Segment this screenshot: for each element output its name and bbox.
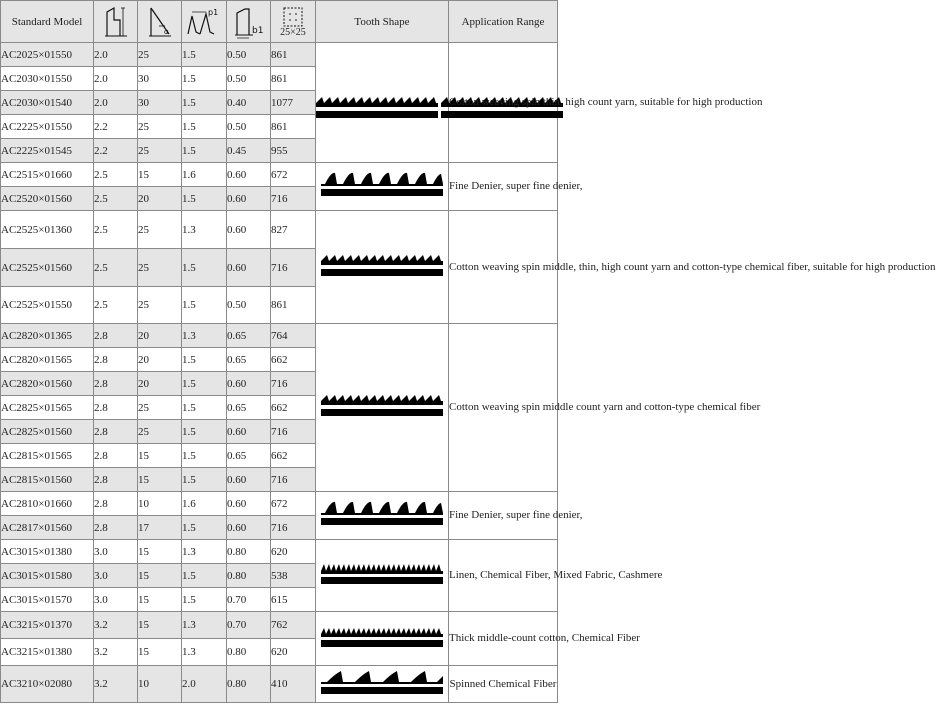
tooth-height-cell: 2.8: [94, 444, 138, 468]
table-row: [1, 540, 558, 564]
tooth-height-cell: 2.5: [94, 211, 138, 249]
tooth-shape-cell: [316, 43, 449, 163]
tooth-height-cell: 2.8: [94, 324, 138, 348]
tooth-height-cell: 2.0: [94, 91, 138, 115]
point-density-cell: 662: [271, 348, 316, 372]
tooth-shape-cell: [316, 324, 449, 492]
svg-text:α: α: [163, 27, 169, 36]
fine-tooth-profile-icon: [321, 251, 443, 281]
model-cell: AC3015×01570: [1, 588, 94, 612]
model-cell: AC2820×01560: [1, 372, 94, 396]
point-density-cell: 861: [271, 115, 316, 139]
tooth-pitch-cell: 2.0: [182, 666, 227, 703]
tooth-height-cell: 3.0: [94, 540, 138, 564]
point-density-cell: 861: [271, 287, 316, 324]
point-density-cell: 615: [271, 588, 316, 612]
sample-square-label: 25×25: [280, 26, 306, 38]
table-row: [1, 324, 558, 348]
tooth-shape-cell: [316, 163, 449, 211]
tooth-pitch-cell: 1.5: [182, 43, 227, 67]
model-cell: AC3215×01380: [1, 639, 94, 666]
tooth-height-cell: 3.2: [94, 612, 138, 639]
point-density-cell: 762: [271, 612, 316, 639]
tooth-angle-cell: 30: [138, 67, 182, 91]
point-density-cell: 662: [271, 444, 316, 468]
tooth-pitch-cell: 1.5: [182, 249, 227, 287]
tooth-angle-cell: 25: [138, 115, 182, 139]
tooth-height-cell: 2.8: [94, 516, 138, 540]
header-tooth-shape: Tooth Shape: [316, 1, 449, 43]
tooth-angle-cell: 10: [138, 492, 182, 516]
tooth-angle-cell: 20: [138, 324, 182, 348]
wire-width-cell: 0.80: [227, 564, 271, 588]
model-cell: AC2825×01565: [1, 396, 94, 420]
wire-width-cell: 0.60: [227, 187, 271, 211]
point-density-cell: 662: [271, 396, 316, 420]
tooth-height-cell: 3.0: [94, 588, 138, 612]
model-cell: AC2825×01560: [1, 420, 94, 444]
tooth-height-cell: 2.5: [94, 249, 138, 287]
point-density-cell: 620: [271, 639, 316, 666]
wire-width-cell: 0.65: [227, 444, 271, 468]
wire-width-cell: 0.60: [227, 249, 271, 287]
model-cell: AC2520×01560: [1, 187, 94, 211]
tooth-shape-cell: [316, 540, 449, 612]
tooth-height-cell: 2.2: [94, 139, 138, 163]
tooth-pitch-cell: 1.5: [182, 115, 227, 139]
tooth-angle-cell: 15: [138, 540, 182, 564]
tooth-shape-cell: [316, 666, 449, 703]
point-density-cell: 955: [271, 139, 316, 163]
point-density-cell: 861: [271, 43, 316, 67]
model-cell: AC2225×01550: [1, 115, 94, 139]
wire-width-cell: 0.80: [227, 639, 271, 666]
application-range-cell: Cotton weaving spin thin, high count yarn, suitable for high production: [449, 43, 558, 163]
wire-width-cell: 0.60: [227, 420, 271, 444]
point-density-cell: 764: [271, 324, 316, 348]
sample-square-icon: [282, 6, 304, 28]
tooth-height-cell: 3.2: [94, 666, 138, 703]
point-density-cell: 672: [271, 163, 316, 187]
model-cell: AC2030×01550: [1, 67, 94, 91]
tooth-pitch-cell: 1.5: [182, 91, 227, 115]
tooth-angle-cell: 15: [138, 564, 182, 588]
wire-width-cell: 0.45: [227, 139, 271, 163]
tooth-angle-cell: 15: [138, 444, 182, 468]
point-density-cell: 716: [271, 420, 316, 444]
tooth-height-cell: 3.2: [94, 639, 138, 666]
tooth-height-cell: 2.8: [94, 372, 138, 396]
application-range-cell: Cotton weaving spin middle count yarn and cotton-type chemical fiber: [449, 324, 558, 492]
tooth-pitch-cell: 1.5: [182, 444, 227, 468]
application-range-cell: Fine Denier, super fine denier,: [449, 492, 558, 540]
tooth-pitch-cell: 1.5: [182, 468, 227, 492]
tooth-height-cell: 2.5: [94, 163, 138, 187]
tooth-pitch-cell: 1.5: [182, 396, 227, 420]
header-tooth-angle: [138, 1, 182, 43]
wire-width-cell: 0.60: [227, 516, 271, 540]
point-density-cell: 716: [271, 187, 316, 211]
point-density-cell: 620: [271, 540, 316, 564]
wire-width-cell: 0.40: [227, 91, 271, 115]
wire-width-cell: 0.80: [227, 540, 271, 564]
tooth-pitch-cell: 1.5: [182, 420, 227, 444]
tooth-height-cell: 2.0: [94, 67, 138, 91]
tooth-pitch-cell: 1.3: [182, 211, 227, 249]
tooth-pitch-cell: 1.3: [182, 324, 227, 348]
tooth-pitch-cell: 1.5: [182, 67, 227, 91]
tooth-pitch-cell: 1.5: [182, 139, 227, 163]
point-density-cell: 410: [271, 666, 316, 703]
header-standard-model: Standard Model: [1, 1, 94, 43]
table-row: [1, 666, 558, 703]
model-cell: AC3210×02080: [1, 666, 94, 703]
tooth-pitch-cell: 1.5: [182, 187, 227, 211]
tooth-pitch-cell: 1.6: [182, 492, 227, 516]
tooth-angle-cell: 25: [138, 396, 182, 420]
header-tooth-pitch: [182, 1, 227, 43]
application-range-cell: Linen, Chemical Fiber, Mixed Fabric, Cashmere: [449, 540, 558, 612]
tooth-angle-cell: 15: [138, 163, 182, 187]
wire-width-cell: 0.65: [227, 324, 271, 348]
wire-width-icon: [231, 5, 267, 39]
model-cell: AC2025×01550: [1, 43, 94, 67]
tooth-pitch-icon: [186, 6, 222, 38]
tooth-height-cell: 2.5: [94, 287, 138, 324]
model-cell: AC3015×01380: [1, 540, 94, 564]
tooth-pitch-cell: 1.5: [182, 564, 227, 588]
wire-width-cell: 0.50: [227, 43, 271, 67]
tooth-angle-cell: 30: [138, 91, 182, 115]
point-density-cell: 827: [271, 211, 316, 249]
model-cell: AC2820×01565: [1, 348, 94, 372]
tooth-pitch-cell: 1.5: [182, 287, 227, 324]
header-row: [1, 1, 558, 43]
table-row: [1, 211, 558, 249]
point-density-cell: 672: [271, 492, 316, 516]
model-cell: AC2525×01560: [1, 249, 94, 287]
tooth-height-cell: 2.5: [94, 187, 138, 211]
tooth-angle-cell: 20: [138, 372, 182, 396]
wire-width-cell: 0.70: [227, 588, 271, 612]
tooth-pitch-cell: 1.5: [182, 348, 227, 372]
wire-width-cell: 0.65: [227, 348, 271, 372]
model-cell: AC2815×01565: [1, 444, 94, 468]
coarse-tooth-profile-icon: [321, 499, 443, 529]
tooth-angle-cell: 25: [138, 139, 182, 163]
point-density-cell: 716: [271, 468, 316, 492]
fine-tooth-profile-icon: [321, 391, 443, 421]
point-density-cell: 716: [271, 516, 316, 540]
wire-width-cell: 0.60: [227, 163, 271, 187]
tooth-shape-cell: [316, 211, 449, 324]
tooth-height-cell: 3.0: [94, 564, 138, 588]
tooth-pitch-cell: 1.6: [182, 163, 227, 187]
application-range-cell: Thick middle-count cotton, Chemical Fiber: [449, 612, 558, 666]
point-density-cell: 861: [271, 67, 316, 91]
tooth-angle-cell: 15: [138, 468, 182, 492]
table-row: [1, 492, 558, 516]
coarse-tooth-profile-icon: [321, 170, 443, 200]
point-density-cell: 1077: [271, 91, 316, 115]
tooth-height-icon: [104, 6, 128, 38]
tooth-angle-cell: 15: [138, 639, 182, 666]
model-cell: AC2515×01660: [1, 163, 94, 187]
tooth-angle-cell: 15: [138, 588, 182, 612]
tooth-height-cell: 2.8: [94, 396, 138, 420]
tooth-pitch-cell: 1.3: [182, 612, 227, 639]
tooth-angle-cell: 20: [138, 187, 182, 211]
fine-tooth-profile-icon: [316, 93, 438, 123]
tooth-angle-cell: 25: [138, 420, 182, 444]
header-wire-width: [227, 1, 271, 43]
model-cell: AC2820×01365: [1, 324, 94, 348]
point-density-cell: 538: [271, 564, 316, 588]
wire-width-cell: 0.65: [227, 396, 271, 420]
tooth-pitch-cell: 1.5: [182, 516, 227, 540]
model-cell: AC3215×01370: [1, 612, 94, 639]
header-application-range: Application Range: [449, 1, 558, 43]
header-sample-square: [271, 1, 316, 43]
wire-width-cell: 0.70: [227, 612, 271, 639]
tooth-pitch-cell: 1.5: [182, 588, 227, 612]
model-cell: AC2810×01660: [1, 492, 94, 516]
application-range-cell: Fine Denier, super fine denier,: [449, 163, 558, 211]
tooth-angle-cell: 17: [138, 516, 182, 540]
model-cell: AC2815×01560: [1, 468, 94, 492]
application-range-cell: Cotton weaving spin middle, thin, high count yarn and cotton-type chemical fiber, suitable for high production: [449, 211, 558, 324]
tooth-pitch-cell: 1.3: [182, 540, 227, 564]
model-cell: AC2030×01540: [1, 91, 94, 115]
point-density-cell: 716: [271, 372, 316, 396]
tooth-height-cell: 2.0: [94, 43, 138, 67]
tooth-pitch-cell: 1.3: [182, 639, 227, 666]
p1-label: p1: [208, 7, 219, 17]
tooth-angle-cell: 25: [138, 287, 182, 324]
tooth-angle-cell: 25: [138, 211, 182, 249]
wire-width-cell: 0.80: [227, 666, 271, 703]
tooth-height-cell: 2.8: [94, 348, 138, 372]
tooth-angle-cell: 15: [138, 612, 182, 639]
dense-tooth-profile-icon: [321, 559, 443, 589]
dense-tooth-profile-icon: [321, 622, 443, 652]
application-range-cell: Spinned Chemical Fiber: [449, 666, 558, 703]
tooth-angle-cell: 25: [138, 43, 182, 67]
table-row: [1, 163, 558, 187]
wire-width-cell: 0.60: [227, 468, 271, 492]
tooth-angle-cell: 10: [138, 666, 182, 703]
tooth-height-cell: 2.2: [94, 115, 138, 139]
wire-width-cell: 0.50: [227, 67, 271, 91]
table-row: [1, 43, 558, 67]
wire-width-cell: 0.50: [227, 115, 271, 139]
tooth-height-cell: 2.8: [94, 492, 138, 516]
tooth-angle-cell: 25: [138, 249, 182, 287]
point-density-cell: 716: [271, 249, 316, 287]
wire-width-cell: 0.60: [227, 211, 271, 249]
model-cell: AC3015×01580: [1, 564, 94, 588]
tooth-angle-cell: 20: [138, 348, 182, 372]
header-tooth-height: [94, 1, 138, 43]
sparse-tooth-profile-icon: [321, 668, 443, 698]
tooth-height-cell: 2.8: [94, 468, 138, 492]
b1-label: b1: [251, 25, 263, 36]
table-row: [1, 612, 558, 639]
tooth-shape-cell: [316, 492, 449, 540]
model-cell: AC2525×01360: [1, 211, 94, 249]
tooth-shape-cell: [316, 612, 449, 666]
model-cell: AC2525×01550: [1, 287, 94, 324]
wire-width-cell: 0.60: [227, 372, 271, 396]
model-cell: AC2225×01545: [1, 139, 94, 163]
tooth-pitch-cell: 1.5: [182, 372, 227, 396]
tooth-height-cell: 2.8: [94, 420, 138, 444]
wire-width-cell: 0.50: [227, 287, 271, 324]
tooth-angle-icon: [147, 6, 173, 38]
wire-width-cell: 0.60: [227, 492, 271, 516]
model-cell: AC2817×01560: [1, 516, 94, 540]
